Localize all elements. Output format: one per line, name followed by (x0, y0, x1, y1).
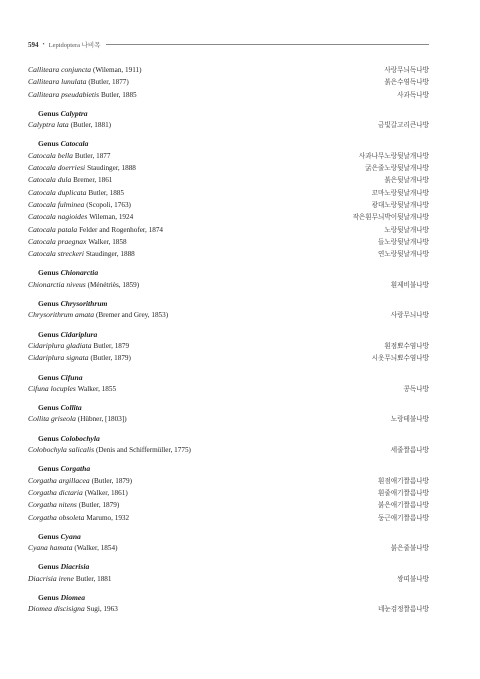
species-entry (28, 236, 429, 248)
species-entry (28, 211, 429, 223)
scientific-name (28, 603, 118, 615)
scientific-name (28, 76, 129, 88)
genus-name: Diomea (60, 592, 86, 602)
korean-name: 흰줄애기짤름나방 (378, 488, 429, 497)
genus-group (28, 329, 429, 365)
species-name: Corgatha obsoleta (28, 512, 85, 522)
page-number: 594 (28, 40, 39, 49)
species-author: (Walker, 1854) (74, 544, 118, 553)
species-entry (28, 199, 429, 211)
species-author: (Ménétriès, 1859) (87, 280, 140, 289)
species-name: Chrysorithrum amata (28, 310, 95, 320)
species-name: Catocala praegnax (28, 236, 87, 246)
genus-name: Colobochyla (60, 433, 100, 443)
korean-name: 시옷무늬뾰수염나방 (371, 354, 429, 363)
genus-prefix: Genus (38, 464, 59, 474)
korean-name: 사랑무늬나방 (390, 311, 429, 320)
genus-group (28, 402, 429, 426)
korean-name: 붉은애기짤름나방 (378, 501, 429, 510)
scientific-name (28, 150, 111, 162)
species-entry (28, 487, 429, 499)
species-author: Felder and Rogenhofer, 1874 (79, 225, 164, 234)
scientific-name (28, 340, 129, 352)
genus-prefix: Genus (38, 562, 59, 572)
species-name: Catocala dula (28, 175, 72, 185)
genus-group (28, 138, 429, 260)
genus-heading (28, 531, 429, 542)
genus-group (28, 64, 429, 101)
species-entry (28, 542, 429, 554)
species-author: Marumo, 1932 (86, 513, 130, 522)
genus-heading (28, 267, 429, 278)
species-name: Cifuna locuples (28, 383, 76, 393)
species-entry (28, 76, 429, 88)
genus-group (28, 372, 429, 396)
korean-name: 굵은줄노랑뒷날개나방 (365, 164, 429, 173)
species-author: Butler, 1877 (74, 151, 111, 160)
species-name: Corgatha nitens (28, 500, 77, 510)
genus-heading (28, 372, 429, 383)
species-name: Calliteara conjuncta (28, 65, 92, 74)
running-title: Lepidoptera 나비목 (48, 42, 101, 49)
species-author: (Butler, 1881) (70, 121, 112, 130)
genus-prefix: Genus (38, 372, 59, 382)
species-author: Butler, 1881 (75, 574, 112, 583)
scientific-name (28, 89, 137, 101)
korean-name: 연노랑뒷날개나방 (378, 250, 429, 259)
korean-name: 광대노랑뒷날개나방 (371, 200, 429, 209)
korean-name: 금빛갈고리큰나방 (378, 121, 429, 130)
species-name: Catocala nagioides (28, 212, 88, 222)
scientific-name (28, 352, 131, 364)
species-name: Catocala bella (28, 150, 73, 160)
korean-name: 작은흰무늬박이뒷날개나방 (352, 213, 429, 222)
species-name: Cyana hamata (28, 543, 73, 553)
species-author: Staudinger, 1888 (85, 250, 135, 259)
scientific-name (28, 248, 135, 260)
species-author: (Butler, 1879) (90, 354, 131, 363)
genus-prefix: Genus (38, 139, 59, 149)
genus-group (28, 463, 429, 523)
scientific-name (28, 211, 133, 223)
species-author: Wileman, 1924 (89, 213, 134, 222)
scientific-name (28, 542, 117, 554)
genus-name: Cidariplura (60, 329, 98, 339)
species-entry (28, 279, 429, 291)
genus-name: Catocala (60, 139, 89, 149)
genus-heading (28, 592, 429, 603)
scientific-name (28, 64, 142, 76)
korean-name: 꼬마노랑뒷날개나방 (371, 188, 429, 197)
page-header (28, 40, 429, 49)
genus-name: Collita (60, 403, 82, 413)
genus-group (28, 531, 429, 555)
scientific-name (28, 309, 168, 321)
genus-group (28, 298, 429, 322)
genus-group (28, 108, 429, 132)
korean-name: 노랑뒷날개나방 (384, 225, 429, 234)
species-entry (28, 603, 429, 615)
species-name: Catocala fulminea (28, 199, 85, 209)
species-author: (Butler, 1877) (88, 78, 129, 87)
species-entry (28, 174, 429, 186)
korean-name: 사과나무노랑뒷날개나방 (358, 151, 429, 160)
genus-prefix: Genus (38, 329, 59, 339)
scientific-name (28, 279, 139, 291)
species-name: Diacrisia irene (28, 573, 74, 583)
species-name: Corgatha dictaria (28, 487, 83, 497)
genus-name: Cifuna (60, 372, 83, 382)
korean-name: 사과독나방 (397, 90, 429, 99)
scientific-name (28, 475, 132, 487)
genus-group (28, 267, 429, 291)
scientific-name (28, 499, 119, 511)
species-name: Catocala duplicata (28, 187, 87, 197)
species-entry (28, 187, 429, 199)
species-name: Catocala patala (28, 224, 78, 234)
species-name: Catocala streckeri (28, 249, 85, 259)
species-author: (Butler, 1879) (91, 476, 133, 485)
scientific-name (28, 174, 112, 186)
scientific-name (28, 162, 136, 174)
species-author: (Wileman, 1911) (92, 66, 142, 74)
species-name: Calliteara lunulata (28, 77, 87, 87)
scientific-name (28, 236, 127, 248)
korean-name: 흰점애기짤름나방 (378, 476, 429, 485)
korean-name: 붉은수염독나방 (384, 78, 429, 87)
genus-heading (28, 561, 429, 572)
korean-name: 흰제비불나방 (390, 280, 429, 289)
species-author: (Walker, 1861) (84, 488, 128, 497)
species-entry (28, 89, 429, 101)
genus-prefix: Genus (38, 531, 59, 541)
species-entry (28, 64, 429, 76)
genus-prefix: Genus (38, 592, 59, 602)
genus-heading (28, 329, 429, 340)
genus-name: Corgatha (60, 464, 91, 474)
scientific-name (28, 444, 191, 456)
scientific-name (28, 487, 128, 499)
genus-name: Calyptra (60, 108, 88, 118)
species-entry (28, 150, 429, 162)
species-entry (28, 499, 429, 511)
species-entry (28, 309, 429, 321)
scientific-name (28, 512, 129, 524)
header-rule (106, 44, 429, 45)
species-author: Butler, 1885 (101, 90, 137, 99)
korean-name: 노랑테불나방 (390, 415, 429, 424)
genus-group (28, 561, 429, 585)
scientific-name (28, 187, 124, 199)
species-author: Bremer, 1861 (73, 176, 113, 185)
species-name: Colobochyla salicalis (28, 445, 95, 455)
scientific-name (28, 199, 131, 211)
korean-name: 붉은줄불나방 (390, 544, 429, 553)
korean-name: 네눈검정짤름나방 (378, 605, 429, 614)
genus-heading (28, 138, 429, 149)
genus-name: Cyana (60, 531, 81, 541)
genus-prefix: Genus (38, 268, 59, 278)
header-separator: • (42, 41, 45, 48)
genus-heading (28, 108, 429, 119)
korean-name: 흰점뾰수염나방 (384, 341, 429, 350)
genus-prefix: Genus (38, 299, 59, 309)
species-author: (Hübner, [1803]) (77, 415, 127, 424)
species-author: (Denis and Schiffermüller, 1775) (95, 446, 191, 455)
genus-name: Chionarctia (60, 268, 99, 278)
genus-name: Chrysorithrum (60, 299, 108, 309)
genus-group (28, 433, 429, 457)
species-name: Corgatha argillacea (28, 475, 90, 485)
species-author: Walker, 1858 (88, 237, 127, 246)
species-author: (Butler, 1879) (78, 501, 120, 510)
scientific-name (28, 413, 127, 425)
species-entry (28, 248, 429, 260)
species-name: Collita griseola (28, 414, 76, 424)
species-entry (28, 383, 429, 395)
species-entry (28, 224, 429, 236)
species-name: Diomea discisigna (28, 604, 85, 614)
genus-group (28, 592, 429, 616)
korean-name: 쌍띠불나방 (397, 574, 429, 583)
scientific-name (28, 573, 111, 585)
species-entry (28, 340, 429, 352)
scientific-name (28, 119, 111, 131)
species-author: (Bremer and Grey, 1853) (95, 311, 169, 320)
species-name: Cidariplura gladiata (28, 340, 92, 350)
species-author: Staudinger, 1888 (87, 164, 136, 173)
genus-heading (28, 402, 429, 413)
species-entry (28, 475, 429, 487)
genus-prefix: Genus (38, 433, 59, 443)
species-entry (28, 352, 429, 364)
species-author: Butler, 1885 (88, 188, 124, 197)
species-author: Walker, 1855 (77, 384, 117, 393)
korean-name: 세줄짤름나방 (390, 446, 429, 455)
genus-heading (28, 463, 429, 474)
species-author: Butler, 1879 (93, 341, 130, 350)
species-entry (28, 162, 429, 174)
korean-name: 둥근애기짤름나방 (378, 513, 429, 522)
species-name: Cidariplura signata (28, 353, 89, 363)
scientific-name (28, 383, 116, 395)
species-entry (28, 512, 429, 524)
genus-heading (28, 433, 429, 444)
species-entry (28, 413, 429, 425)
species-name: Calyptra lata (28, 120, 69, 130)
species-author: (Scopoli, 1763) (86, 200, 131, 209)
korean-name: 사랑무늬독나방 (384, 66, 429, 74)
genus-heading (28, 298, 429, 309)
korean-name: 들노랑뒷날개나방 (378, 237, 429, 246)
genus-prefix: Genus (38, 108, 59, 118)
species-entry (28, 119, 429, 131)
species-entry (28, 444, 429, 456)
korean-name: 붉은뒷날개나방 (384, 176, 429, 185)
genus-prefix: Genus (38, 403, 59, 413)
korean-name: 콩독나방 (403, 384, 429, 393)
species-name: Chionarctia niveus (28, 279, 86, 289)
genus-name: Diacrisia (60, 562, 90, 572)
species-name: Catocala doerriesi (28, 163, 86, 173)
scientific-name (28, 224, 163, 236)
species-name: Calliteara pseudabietis (28, 89, 100, 99)
species-author: Sugi, 1963 (86, 605, 118, 614)
species-list (28, 64, 429, 623)
species-entry (28, 573, 429, 585)
